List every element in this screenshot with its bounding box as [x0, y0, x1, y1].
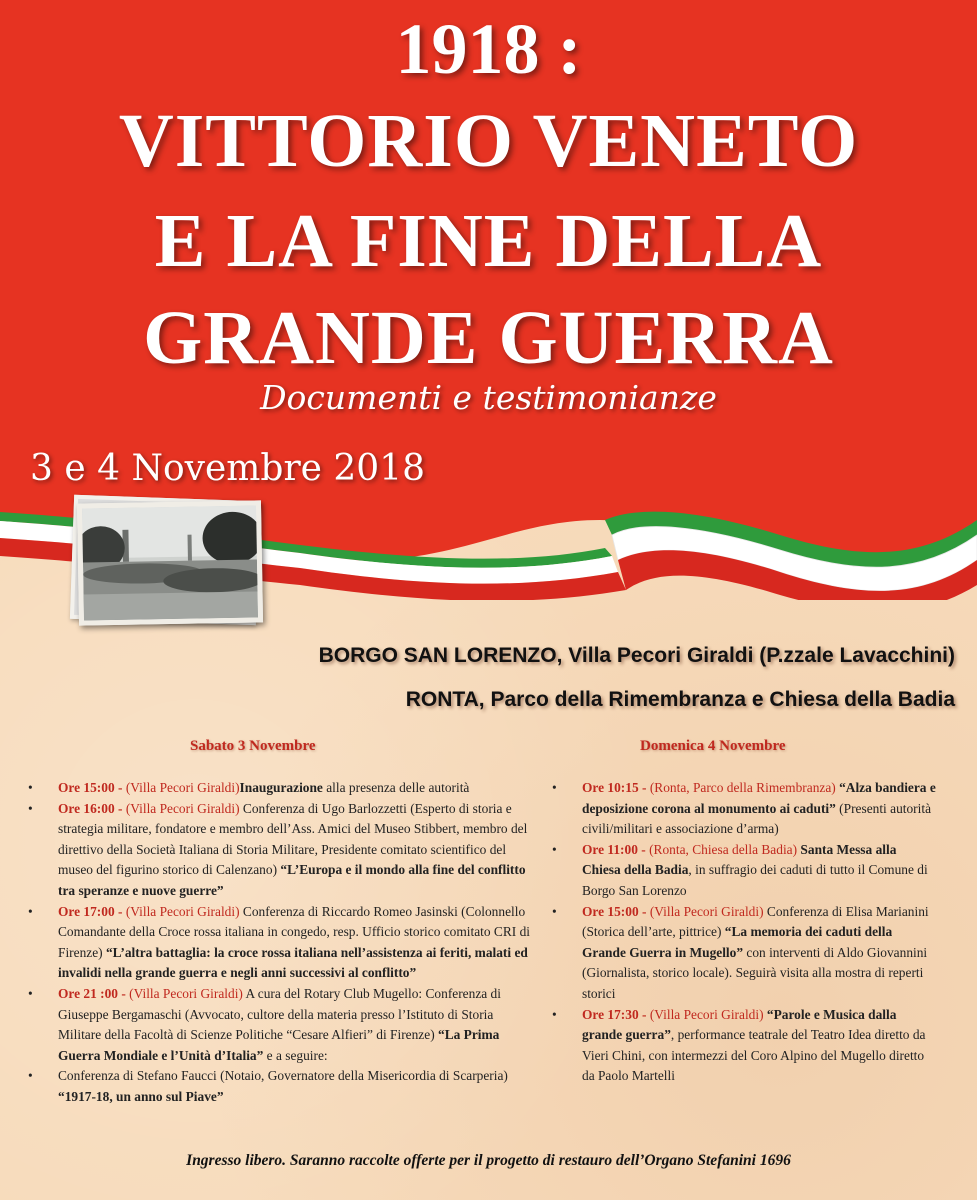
event-time: Ore 11:00 -: [582, 841, 646, 857]
event-time: Ore 10:15 -: [582, 780, 647, 795]
title-line-1: VITTORIO VENETO: [118, 99, 859, 183]
event-place: (Villa Pecori Giraldi): [125, 985, 243, 1001]
event-description: , in suffragio dei caduti di tutto il Comune di Borgo San Lorenzo: [582, 862, 928, 898]
program-item: [552, 840, 937, 902]
bullet-icon: •: [552, 780, 557, 795]
event-highlight: “Alza bandiera e deposizione corona al monumento ai caduti”: [582, 780, 936, 816]
day-heading-saturday: Sabato 3 Novembre: [190, 738, 316, 754]
historic-photo-image: [82, 505, 258, 620]
sunday-program: [552, 778, 937, 1087]
bullet-icon: •: [552, 841, 557, 857]
title-year: 1918 :: [395, 9, 582, 89]
saturday-program: [28, 778, 533, 1108]
event-place: (Villa Pecori Giraldi): [646, 1006, 764, 1022]
program-item: [28, 984, 533, 1066]
program-item: [28, 778, 533, 799]
event-time: Ore 17:00 -: [58, 903, 123, 919]
event-time: Ore 16:00 -: [58, 800, 123, 816]
event-title: “La Prima Guerra Mondiale e l’Unità d’Italia”: [58, 1027, 500, 1063]
program-item: [28, 799, 533, 902]
event-place: (Villa Pecori Giraldi): [122, 780, 240, 795]
event-description: Conferenza di Ugo Barlozzetti (Esperto di storia e strategia militare, fondatore e membro dell’Ass. Amici del Museo Stibbert, membro del direttivo della Società Italiana di Storia Militare, Presidente comitato scientifico del museo del figurino storico di Calenzano): [58, 800, 528, 878]
program-item: [552, 902, 937, 1005]
event-title: “L’altra battaglia: la croce rossa italiana nell’assistenza ai feriti, malati ed invalidi nella grande guerra e negli anni successivi al conflitto”: [58, 944, 528, 981]
title-line-2: E LA FINE DELLA: [154, 199, 823, 283]
event-description: , performance teatrale del Teatro Idea diretto da Vieri Chini, con intermezzi del Coro Alpino del Mugello diretto da Paolo Martelli: [582, 1027, 926, 1084]
event-highlight: “Parole e Musica dalla grande guerra”: [582, 1006, 897, 1043]
event-title: “1917-18, un anno sul Piave”: [58, 1088, 224, 1104]
location-ronta: RONTA, Parco della Rimembranza e Chiesa della Badia: [405, 688, 955, 711]
bullet-icon: •: [28, 903, 33, 919]
event-place: (Ronta, Chiesa della Badia): [645, 841, 798, 857]
event-place: (Villa Pecori Giraldi): [122, 800, 240, 816]
historic-photo: [77, 500, 263, 625]
bullet-icon: •: [28, 780, 33, 795]
bullet-icon: •: [28, 985, 33, 1001]
event-time: Ore 21 :00 -: [58, 985, 126, 1001]
event-description: A cura del Rotary Club Mugello: Conferenza di Giuseppe Bergamaschi (Avvocato, cultore della materia presso l’Istituto di Storia Militare della Facoltà di Scienze Politiche “Cesare Alfieri” di Firenze): [58, 985, 501, 1043]
footer-note: Ingresso libero. Saranno raccolte offerte per il progetto di restauro dell’Organo Stefanini 1696: [186, 1152, 791, 1169]
event-time: Ore 15:00 -: [58, 780, 123, 795]
day-heading-sunday: Domenica 4 Novembre: [640, 738, 786, 754]
event-description: (Presenti autorità civili/militari e associazione d’arma): [582, 800, 932, 837]
program-item: [28, 1066, 533, 1107]
event-highlight: Santa Messa alla Chiesa della Badia: [582, 841, 897, 878]
location-borgo-san-lorenzo: BORGO SAN LORENZO, Villa Pecori Giraldi (P.zzale Lavacchini): [318, 644, 955, 667]
program-item: [552, 1005, 937, 1087]
bullet-icon: •: [28, 1068, 33, 1084]
event-description: Conferenza di Riccardo Romeo Jasinski (Colonnello Comandante della Croce rossa italiana in congedo, resp. Ufficio storico comitato CRI di Firenze): [58, 903, 531, 960]
program-item: [28, 902, 533, 984]
event-time: Ore 15:00 -: [582, 903, 647, 919]
event-time: Ore 17:30 -: [582, 1006, 647, 1022]
title-line-3: GRANDE GUERRA: [143, 296, 834, 380]
program-item: [552, 778, 937, 840]
event-title: “La memoria dei caduti della Grande Guerra in Mugello”: [582, 924, 893, 960]
event-title: “L’Europa e il mondo alla fine del conflitto tra speranze e nuove guerre”: [58, 862, 526, 898]
bullet-icon: •: [28, 800, 33, 816]
event-note: e a seguire:: [263, 1047, 328, 1063]
event-highlight: Inaugurazione: [239, 780, 323, 795]
event-dates: 3 e 4 Novembre 2018: [30, 448, 426, 489]
event-description: Conferenza di Elisa Marianini (Storica dell’arte, pittrice): [582, 903, 929, 940]
event-description: alla presenza delle autorità: [322, 780, 470, 795]
bullet-icon: •: [552, 903, 557, 919]
event-place: (Ronta, Parco della Rimembranza): [646, 780, 836, 795]
event-place: (Villa Pecori Giraldi): [122, 903, 240, 919]
event-note: con interventi di Aldo Giovannini (Giornalista, storico locale). Seguirà visita alla mostra di reperti storici: [582, 944, 928, 1001]
subtitle: Documenti e testimonianze: [260, 378, 717, 417]
event-description: Conferenza di Stefano Faucci (Notaio, Governatore della Misericordia di Scarperia): [58, 1068, 508, 1084]
bullet-icon: •: [552, 1006, 557, 1022]
event-place: (Villa Pecori Giraldi): [646, 903, 764, 919]
